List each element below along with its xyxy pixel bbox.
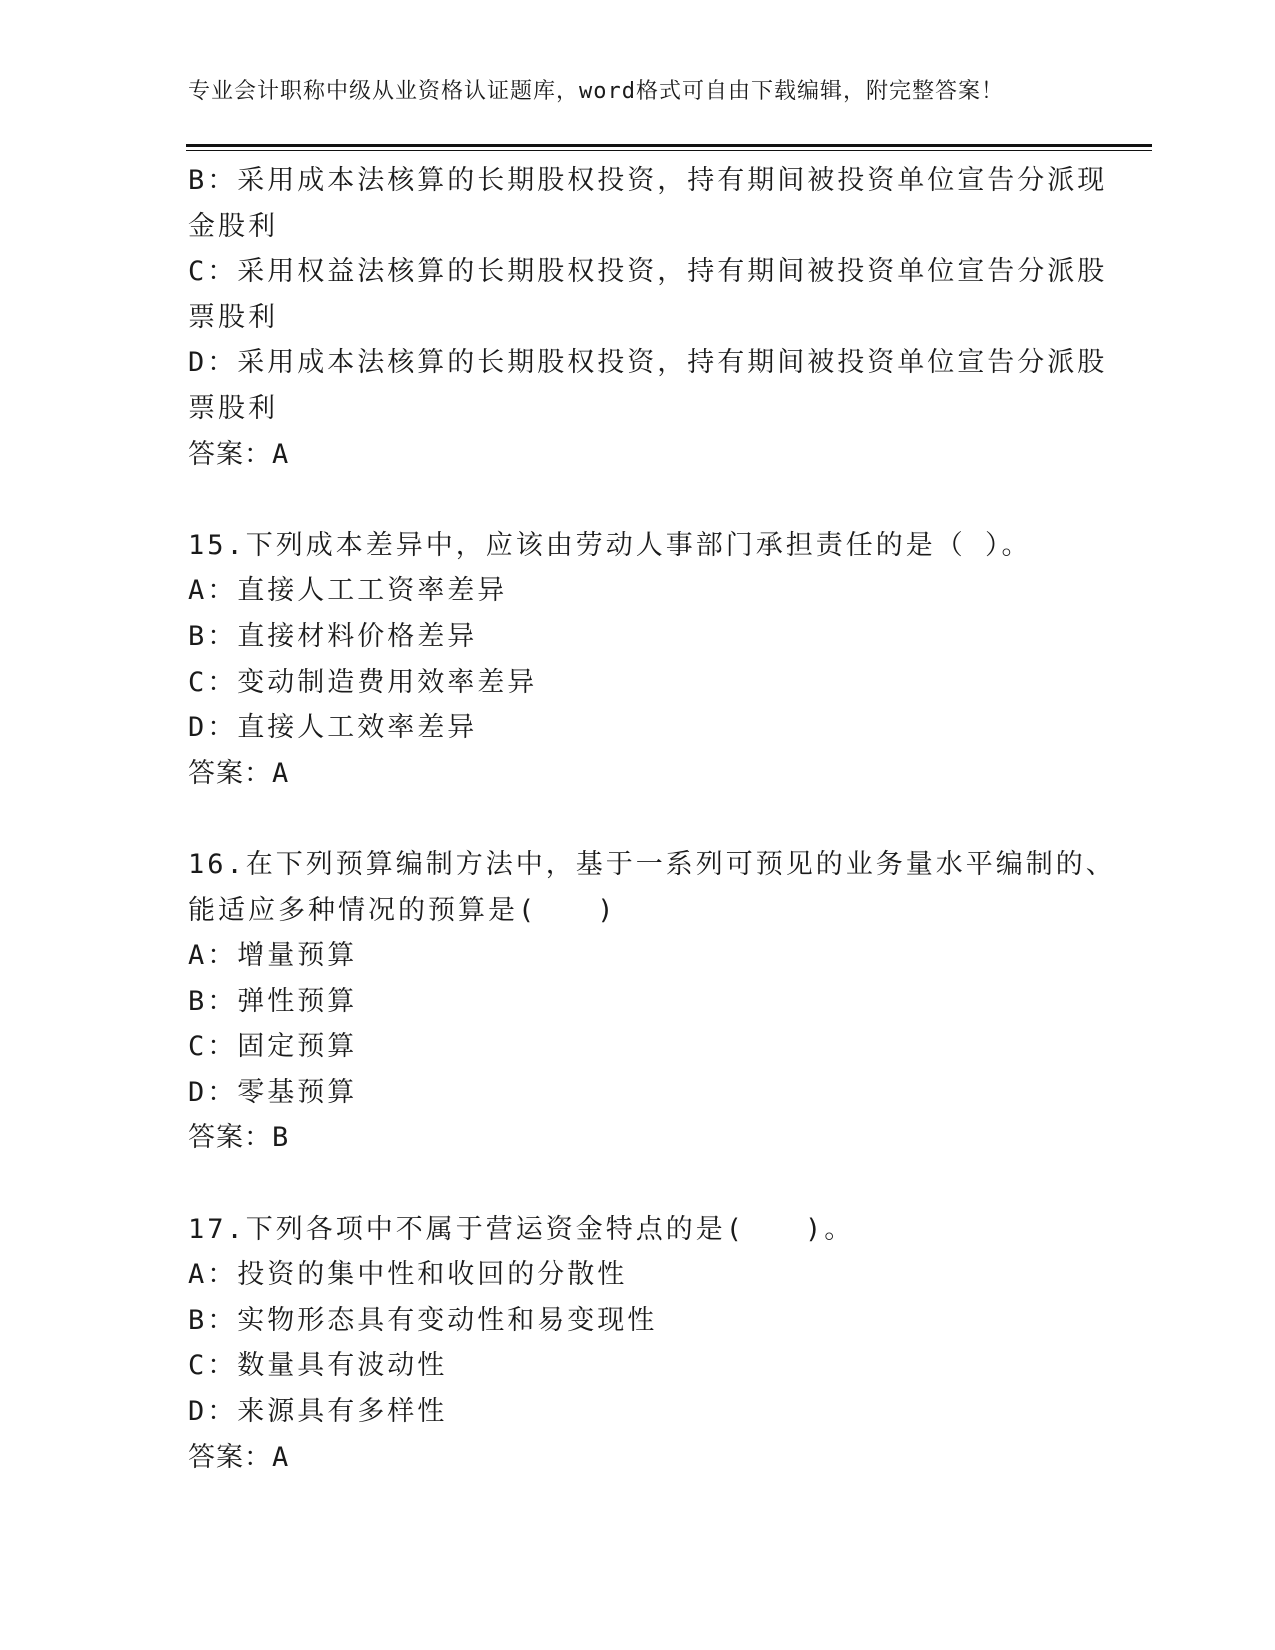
answer-line (188, 432, 1088, 478)
spacer (188, 796, 1088, 842)
header-divider (186, 144, 1152, 151)
question-content (188, 158, 1116, 1480)
question-16 (188, 842, 1116, 1161)
option-b: B：直接材料价格差异 (188, 620, 478, 652)
answer-value: B (272, 1122, 290, 1154)
option-b-line-2: 金股利 (188, 210, 278, 242)
option-b-line-1: B：采用成本法核算的长期股权投资，持有期间被投资单位宣告分派现 (188, 165, 1108, 196)
option-c-line-2: 票股利 (188, 301, 278, 333)
answer-label: 答案： (188, 1122, 272, 1154)
answer-value: A (272, 438, 290, 470)
option-b: B：实物形态具有变动性和易变现性 (188, 1304, 658, 1336)
option-d: D：来源具有多样性 (188, 1396, 448, 1428)
answer-line (188, 1115, 1088, 1161)
option-a: A：增量预算 (188, 940, 358, 972)
option-c: C：固定预算 (188, 1031, 358, 1063)
option-d-line-1: D：采用成本法核算的长期股权投资，持有期间被投资单位宣告分派股 (188, 347, 1108, 379)
spacer (188, 1161, 1088, 1207)
question-stem-line-1: 16.在下列预算编制方法中，基于一系列可预见的业务量水平编制的、 (188, 848, 1116, 880)
option-d: D：零基预算 (188, 1076, 358, 1108)
answer-value: A (272, 1441, 290, 1473)
answer-label: 答案： (188, 438, 272, 470)
question-17 (188, 1207, 1088, 1481)
option-b: B：弹性预算 (188, 985, 358, 1017)
question-stem-line-2: 能适应多种情况的预算是( ) (188, 894, 617, 926)
answer-value: A (272, 757, 290, 789)
answer-line (188, 751, 1088, 797)
option-a: A：投资的集中性和收回的分散性 (188, 1259, 628, 1291)
option-c-line-1: C：采用权益法核算的长期股权投资，持有期间被投资单位宣告分派股 (188, 256, 1108, 288)
option-a: A：直接人工工资率差异 (188, 575, 508, 607)
spacer (188, 477, 1088, 523)
question-stem: 17.下列各项中不属于营运资金特点的是( )。 (188, 1213, 855, 1245)
page-header: 专业会计职称中级从业资格认证题库，word格式可自由下载编辑，附完整答案！ (188, 79, 1004, 104)
answer-label: 答案： (188, 1441, 272, 1473)
question-15 (188, 523, 1088, 797)
option-c: C：变动制造费用效率差异 (188, 666, 538, 698)
option-d-line-2: 票股利 (188, 392, 278, 424)
option-d: D：直接人工效率差异 (188, 712, 478, 744)
prev-question (188, 158, 1108, 477)
question-stem: 15.下列成本差异中，应该由劳动人事部门承担责任的是（ ）。 (188, 529, 1032, 561)
answer-label: 答案： (188, 757, 272, 789)
answer-line (188, 1435, 1088, 1481)
option-c: C：数量具有波动性 (188, 1350, 448, 1382)
